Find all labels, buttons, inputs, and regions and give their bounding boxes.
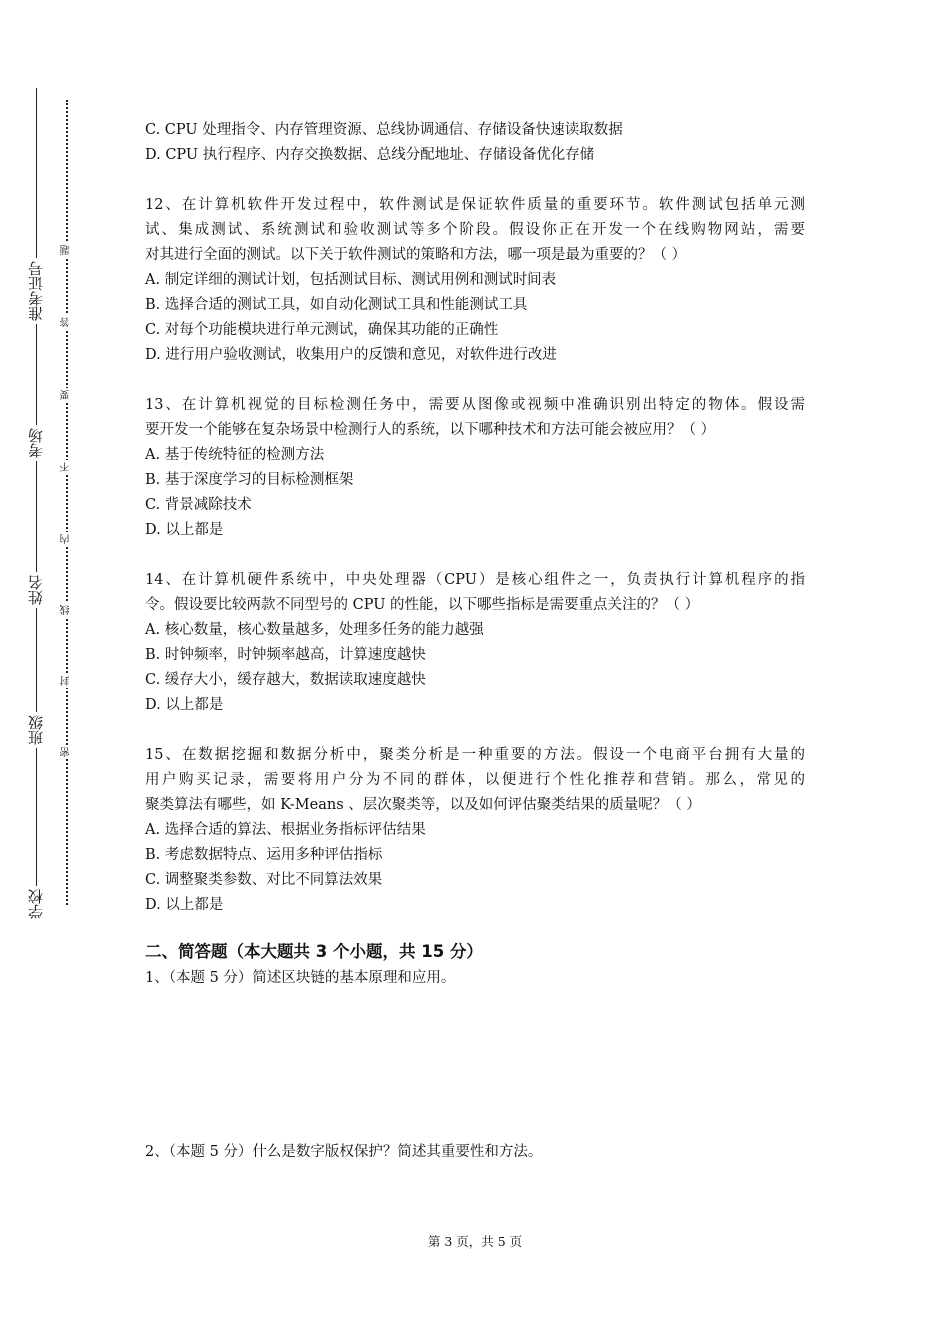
seal-char: 答 [61,317,72,327]
q15-option-a: A. 选择合适的算法、根据业务指标评估结果 [145,822,426,838]
q12-stem-line: 对其进行全面的测试。以下关于软件测试的策略和方法，哪一项是最为重要的？（ ） [145,247,687,263]
school-label: 学校 [22,886,50,922]
q14-option-d: D. 以上都是 [145,697,224,713]
binding-solid-line [36,88,37,920]
q15-option-d: D. 以上都是 [145,897,224,913]
q15-stem-line: 聚类算法有哪些，如 K-Means 、层次聚类等，以及如何评估聚类结果的质量呢？（ ） [145,797,701,813]
q15-stem-line: 15、在数据挖掘和数据分析中，聚类分析是一种重要的方法。假设一个电商平台拥有大量的 [145,747,805,763]
exam-room-label: 考场 [22,425,50,461]
q12-option-c: C. 对每个功能模块进行单元测试，确保其功能的正确性 [145,322,499,338]
seal-dotted-line [66,100,68,905]
short-answer-q1: 1、（本题 5 分）简述区块链的基本原理和应用。 [145,970,456,986]
q12-stem-line: 12、在计算机软件开发过程中，软件测试是保证软件质量的重要环节。软件测试包括单元测 [145,197,805,213]
q14-stem-line: 14、在计算机硬件系统中，中央处理器（CPU）是核心组件之一，负责执行计算机程序的指 [145,572,805,588]
class-label: 班级 [22,712,50,748]
q13-stem-line: 要开发一个能够在复杂场景中检测行人的系统，以下哪种技术和方法可能会被应用？（ ） [145,422,716,438]
q11-option-c: C. CPU 处理指令、内存管理资源、总线协调通信、存储设备快速读取数据 [145,122,623,138]
student-name-label: 姓名 [22,572,50,608]
short-answer-q2: 2、（本题 5 分）什么是数字版权保护？简述其重要性和方法。 [145,1144,543,1160]
q12-option-d: D. 进行用户验收测试，收集用户的反馈和意见，对软件进行改进 [145,347,557,363]
page-footer: 第 3 页，共 5 页 [427,1234,523,1249]
q14-option-b: B. 时钟频率，时钟频率越高，计算速度越快 [145,647,426,663]
q12-option-b: B. 选择合适的测试工具，如自动化测试工具和性能测试工具 [145,297,528,313]
q13-option-c: C. 背景减除技术 [145,497,252,513]
q15-stem-line: 用户购买记录，需要将用户分为不同的群体，以便进行个性化推荐和营销。那么，常见的 [145,772,805,788]
q13-option-a: A. 基于传统特征的检测方法 [145,447,325,463]
seal-char: 密 [61,747,72,757]
q14-stem-line: 令。假设要比较两款不同型号的 CPU 的性能，以下哪些指标是需要重点关注的？（ ） [145,597,700,613]
seal-char: 线 [61,605,72,615]
seal-char: 不 [61,462,72,472]
seal-char: 封 [61,676,72,686]
q12-stem-line: 试、集成测试、系统测试和验收测试等多个阶段。假设你正在开发一个在线购物网站，需要 [145,222,805,238]
q13-stem-line: 13、在计算机视觉的目标检测任务中，需要从图像或视频中准确识别出特定的物体。假设需 [145,397,805,413]
q11-option-d: D. CPU 执行程序、内存交换数据、总线分配地址、存储设备优化存储 [145,147,595,163]
seal-char: 题 [61,245,72,255]
q13-option-d: D. 以上都是 [145,522,224,538]
seal-char: 要 [61,390,72,400]
q14-option-c: C. 缓存大小，缓存越大，数据读取速度越快 [145,672,426,688]
q12-option-a: A. 制定详细的测试计划，包括测试目标、测试用例和测试时间表 [145,272,557,288]
section-title-short-answer: 二、简答题（本大题共 3 个小题，共 15 分） [145,942,483,961]
seal-char: 内 [61,534,72,544]
q13-option-b: B. 基于深度学习的目标检测框架 [145,472,354,488]
binding-margin [0,0,110,1344]
exam-number-label: 准考证号 [22,258,50,324]
q14-option-a: A. 核心数量，核心数量越多，处理多任务的能力越强 [145,622,484,638]
q15-option-c: C. 调整聚类参数、对比不同算法效果 [145,872,383,888]
q15-option-b: B. 考虑数据特点、运用多种评估指标 [145,847,383,863]
